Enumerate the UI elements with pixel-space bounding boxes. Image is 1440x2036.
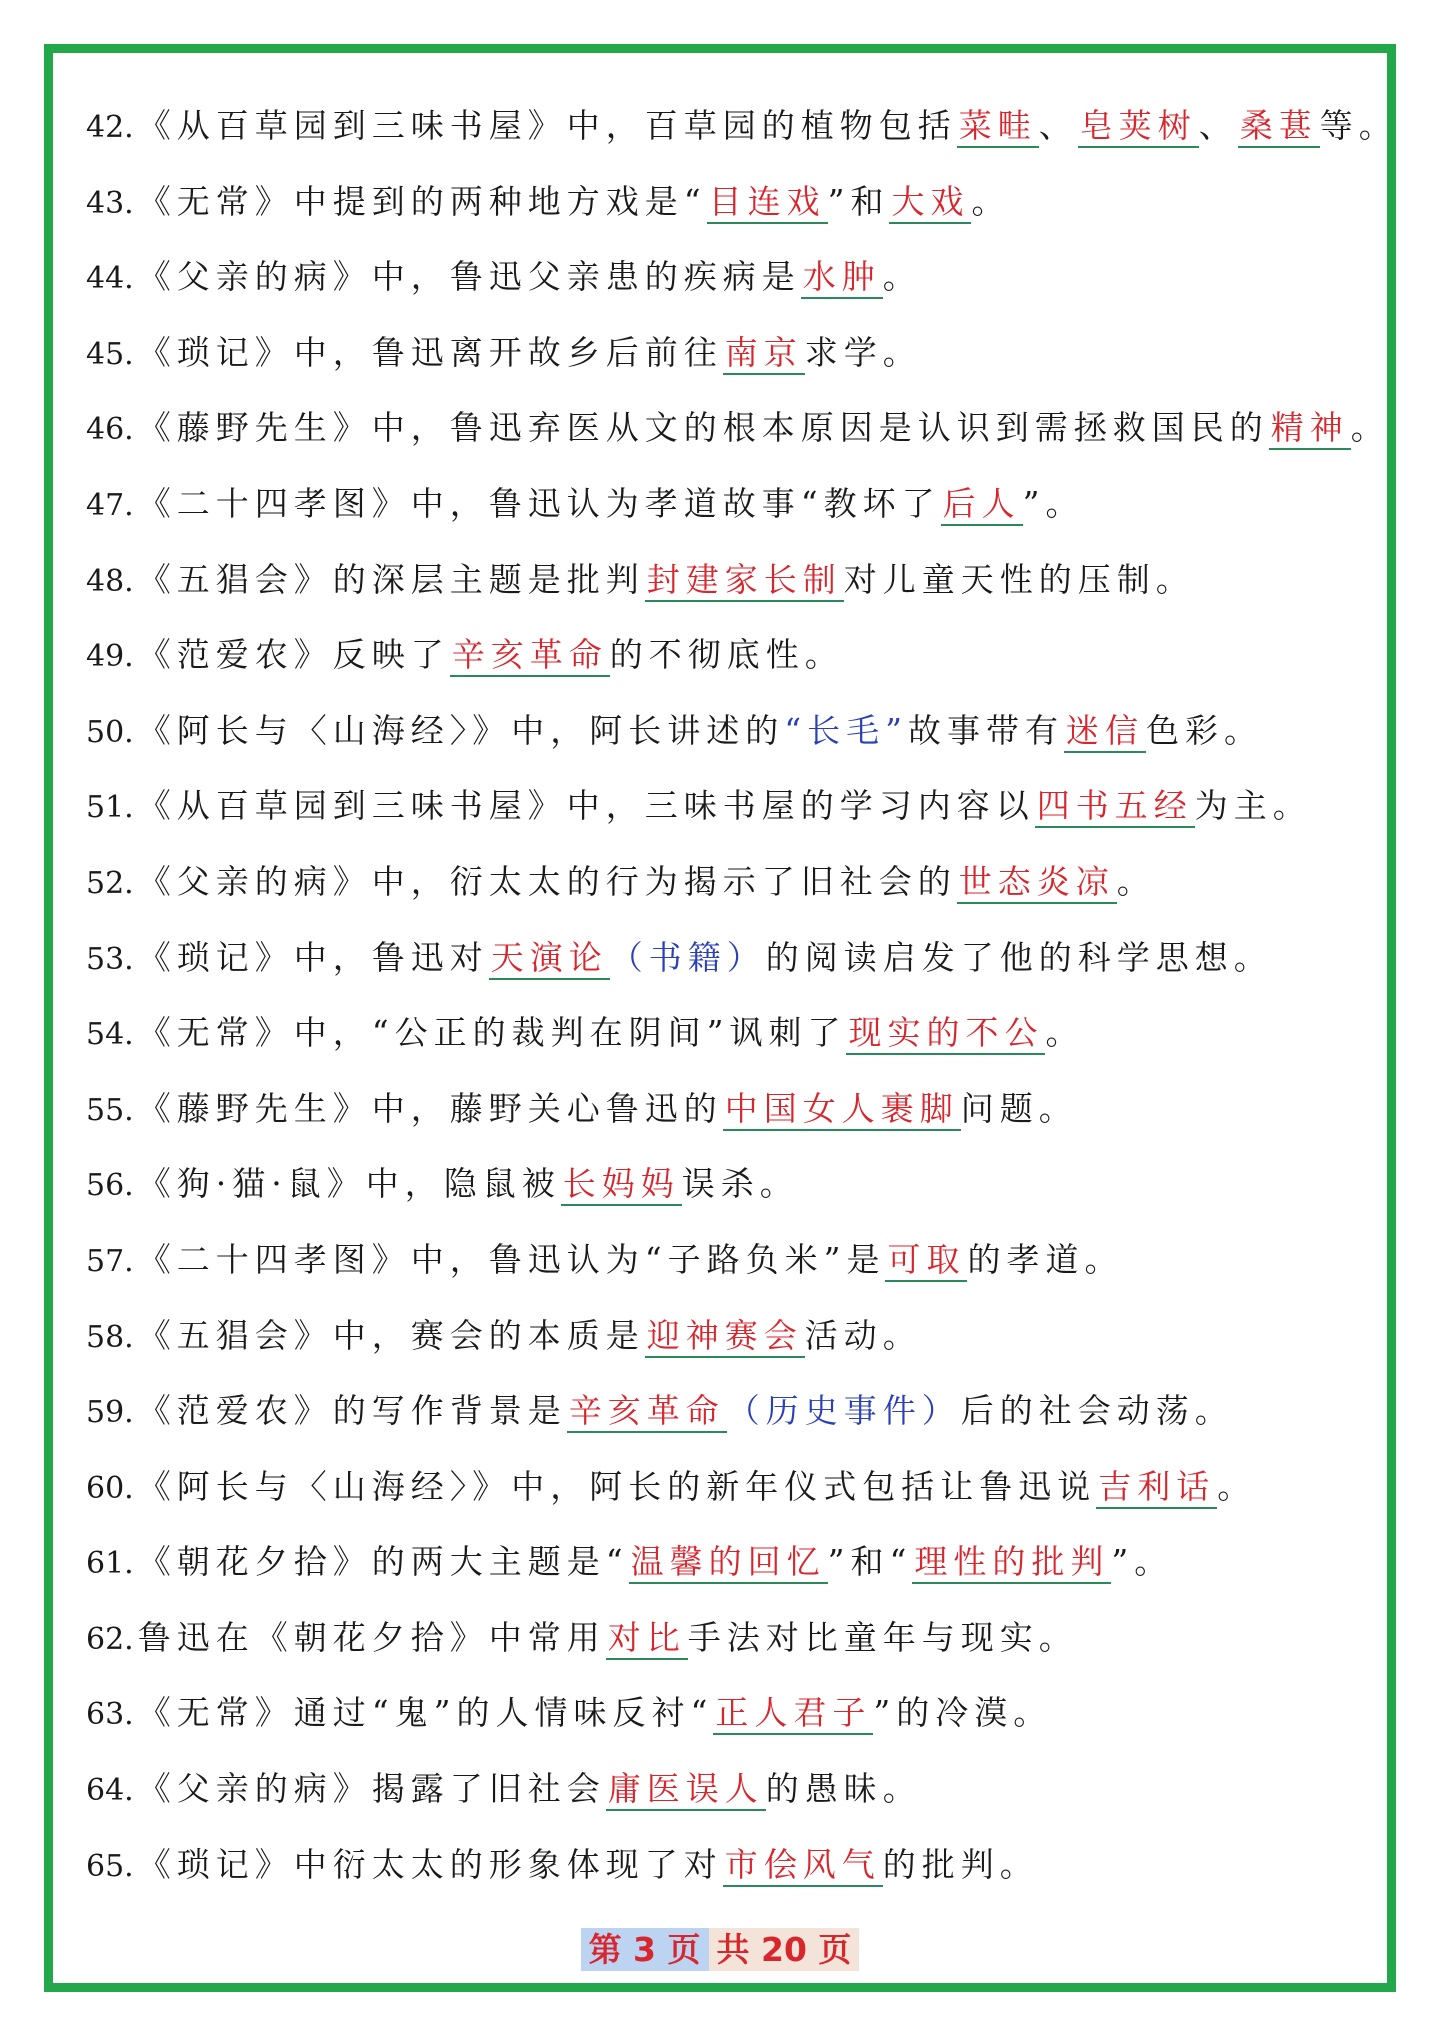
question-text: 误杀。	[681, 1164, 799, 1204]
answer-text: 吉利话	[1096, 1467, 1217, 1509]
question-text: 《父亲的病》揭露了旧社会	[137, 1769, 606, 1809]
question-text: 。	[1217, 1466, 1257, 1506]
question-text: 求学。	[804, 332, 922, 372]
question-text: 后的社会动荡。	[960, 1391, 1234, 1431]
list-item	[86, 398, 1390, 474]
question-text: 等。	[1319, 106, 1398, 145]
question-list	[86, 96, 1398, 1910]
answer-text: 辛亥革命	[450, 635, 610, 677]
item-number: 64.	[86, 1773, 134, 1809]
answer-text: 迷信	[1064, 711, 1146, 753]
list-item	[86, 247, 1386, 323]
item-number: 47.	[86, 487, 134, 523]
list-item	[86, 1532, 1386, 1608]
question-text: 鲁迅在《朝花夕拾》中常用	[137, 1617, 606, 1657]
list-item	[86, 550, 1386, 626]
answer-text: 天演论	[489, 938, 610, 980]
question-text: 。	[1045, 1013, 1085, 1053]
list-item	[86, 1306, 1386, 1382]
question-text: 《从百草园到三味书屋》中，三味书屋的学习内容以	[137, 786, 1035, 826]
question-text: 《范爱农》反映了	[137, 635, 450, 675]
list-item	[86, 1003, 1386, 1079]
question-text: 的批判。	[882, 1844, 1039, 1884]
item-number: 44.	[86, 261, 134, 297]
answer-text: 理性的批判	[912, 1542, 1111, 1584]
item-number: 45.	[86, 336, 134, 372]
page-number: 第 3 页	[581, 1928, 709, 1971]
note-text: “长毛”	[784, 710, 908, 750]
list-item	[86, 474, 1386, 550]
item-number: 52.	[86, 865, 134, 901]
item-number: 61.	[86, 1546, 134, 1582]
question-text: 《阿长与〈山海经〉》中，阿长讲述的	[137, 710, 785, 750]
question-text: 《父亲的病》中，鲁迅父亲患的疾病是	[137, 257, 801, 297]
question-text: 《狗·猫·鼠》中，隐鼠被	[137, 1164, 561, 1204]
question-text: 色彩。	[1145, 710, 1263, 750]
answer-text: 对比	[606, 1618, 688, 1660]
question-text: 《阿长与〈山海经〉》中，阿长的新年仪式包括让鲁迅说	[137, 1466, 1097, 1506]
list-item	[86, 323, 1386, 399]
page-total: 共 20 页	[709, 1928, 860, 1971]
question-text: 《无常》中，“公正的裁判在阴间”讽刺了	[137, 1013, 847, 1053]
question-text: 《藤野先生》中，鲁迅弃医从文的根本原因是认识到需拯救国民的	[137, 408, 1269, 448]
question-text: 《琐记》中衍太太的形象体现了对	[137, 1844, 723, 1884]
answer-text: 可取	[885, 1240, 967, 1282]
question-text: 《无常》中提到的两种地方戏是“	[137, 181, 707, 221]
question-text: 活动。	[804, 1315, 922, 1355]
list-item	[86, 1835, 1386, 1911]
answer-text: 南京	[723, 333, 805, 375]
answer-text: 现实的不公	[846, 1013, 1045, 1055]
list-item	[86, 1381, 1386, 1457]
question-text: 的阅读启发了他的科学思想。	[765, 937, 1273, 977]
question-text: 故事带有	[907, 710, 1064, 750]
question-text: ”。	[1111, 1542, 1174, 1582]
answer-text: 世态炎凉	[957, 862, 1117, 904]
answer-text: 大戏	[889, 182, 971, 224]
item-number: 57.	[86, 1243, 134, 1279]
question-text: ”。	[1022, 483, 1085, 523]
answer-text: 四书五经	[1035, 786, 1195, 828]
answer-text: 目连戏	[707, 182, 828, 224]
question-text: 《二十四孝图》中，鲁迅认为“子路负米”是	[137, 1239, 886, 1279]
list-item	[86, 172, 1386, 248]
note-text: （书籍）	[609, 937, 766, 977]
answer-text: 封建家长制	[645, 560, 844, 602]
item-number: 42.	[86, 110, 134, 145]
question-text: 《琐记》中，鲁迅对	[137, 937, 489, 977]
question-text: 手法对比童年与现实。	[687, 1617, 1078, 1657]
answer-text: 庸医误人	[606, 1769, 766, 1811]
item-number: 43.	[86, 185, 134, 221]
question-text: 《二十四孝图》中，鲁迅认为孝道故事“教坏了	[137, 483, 941, 523]
question-text: 《琐记》中，鲁迅离开故乡后前往	[137, 332, 723, 372]
question-text: 《朝花夕拾》的两大主题是“	[137, 1542, 629, 1582]
question-text: 。	[1350, 408, 1390, 448]
list-item	[86, 701, 1386, 777]
item-number: 59.	[86, 1395, 134, 1431]
note-text: （历史事件）	[726, 1391, 961, 1431]
answer-text: 桑葚	[1238, 106, 1320, 148]
list-item	[86, 928, 1386, 1004]
answer-text: 长妈妈	[561, 1164, 682, 1206]
page-footer	[0, 1924, 1440, 1971]
question-text: 《五猖会》中，赛会的本质是	[137, 1315, 645, 1355]
question-text: 、	[1038, 106, 1078, 145]
list-item	[86, 852, 1386, 928]
item-number: 54.	[86, 1017, 134, 1053]
item-number: 53.	[86, 941, 134, 977]
item-number: 65.	[86, 1848, 134, 1884]
item-number: 56.	[86, 1168, 134, 1204]
question-text: 的愚昧。	[765, 1769, 922, 1809]
question-text: 的孝道。	[967, 1239, 1124, 1279]
question-text: 对儿童天性的压制。	[843, 559, 1195, 599]
list-item	[86, 1079, 1386, 1155]
answer-text: 迎神赛会	[645, 1316, 805, 1358]
question-text: 。	[971, 181, 1011, 221]
question-text: 《从百草园到三味书屋》中，百草园的植物包括	[137, 106, 957, 145]
list-item	[86, 625, 1386, 701]
item-number: 58.	[86, 1319, 134, 1355]
question-text: 《无常》通过“鬼”的人情味反衬“	[137, 1693, 714, 1733]
item-number: 60.	[86, 1470, 134, 1506]
list-item	[86, 776, 1386, 852]
question-text: 《范爱农》的写作背景是	[137, 1391, 567, 1431]
item-number: 50.	[86, 714, 134, 750]
answer-text: 水肿	[801, 257, 883, 299]
question-text: 《五猖会》的深层主题是批判	[137, 559, 645, 599]
item-number: 46.	[86, 412, 134, 448]
answer-text: 中国女人裹脚	[723, 1089, 961, 1131]
answer-text: 辛亥革命	[567, 1391, 727, 1433]
answer-text: 温馨的回忆	[629, 1542, 828, 1584]
question-text: 的不彻底性。	[609, 635, 844, 675]
list-item	[86, 96, 1398, 172]
list-item	[86, 1759, 1386, 1835]
item-number: 48.	[86, 563, 134, 599]
list-item	[86, 1608, 1386, 1684]
list-item	[86, 1457, 1386, 1533]
item-number: 49.	[86, 639, 134, 675]
answer-text: 正人君子	[713, 1693, 873, 1735]
answer-text: 后人	[941, 484, 1023, 526]
item-number: 62.	[86, 1621, 134, 1657]
question-text: 问题。	[960, 1088, 1078, 1128]
question-text: 《藤野先生》中，藤野关心鲁迅的	[137, 1088, 723, 1128]
answer-text: 市侩风气	[723, 1845, 883, 1887]
list-item	[86, 1154, 1386, 1230]
question-text: ”和“	[827, 1542, 913, 1582]
answer-text: 菜畦	[957, 106, 1039, 148]
question-text: 。	[1116, 861, 1156, 901]
answer-text: 精神	[1269, 408, 1351, 450]
question-text: 《父亲的病》中，衍太太的行为揭示了旧社会的	[137, 861, 957, 901]
item-number: 63.	[86, 1697, 134, 1733]
list-item	[86, 1230, 1386, 1306]
question-text: ”的冷漠。	[873, 1693, 1053, 1733]
question-text: 、	[1198, 106, 1238, 145]
answer-text: 皂荚树	[1078, 106, 1199, 148]
question-text: 。	[882, 257, 922, 297]
list-item	[86, 1683, 1386, 1759]
question-text: 为主。	[1194, 786, 1312, 826]
item-number: 51.	[86, 790, 134, 826]
item-number: 55.	[86, 1092, 134, 1128]
question-text: ”和	[827, 181, 890, 221]
